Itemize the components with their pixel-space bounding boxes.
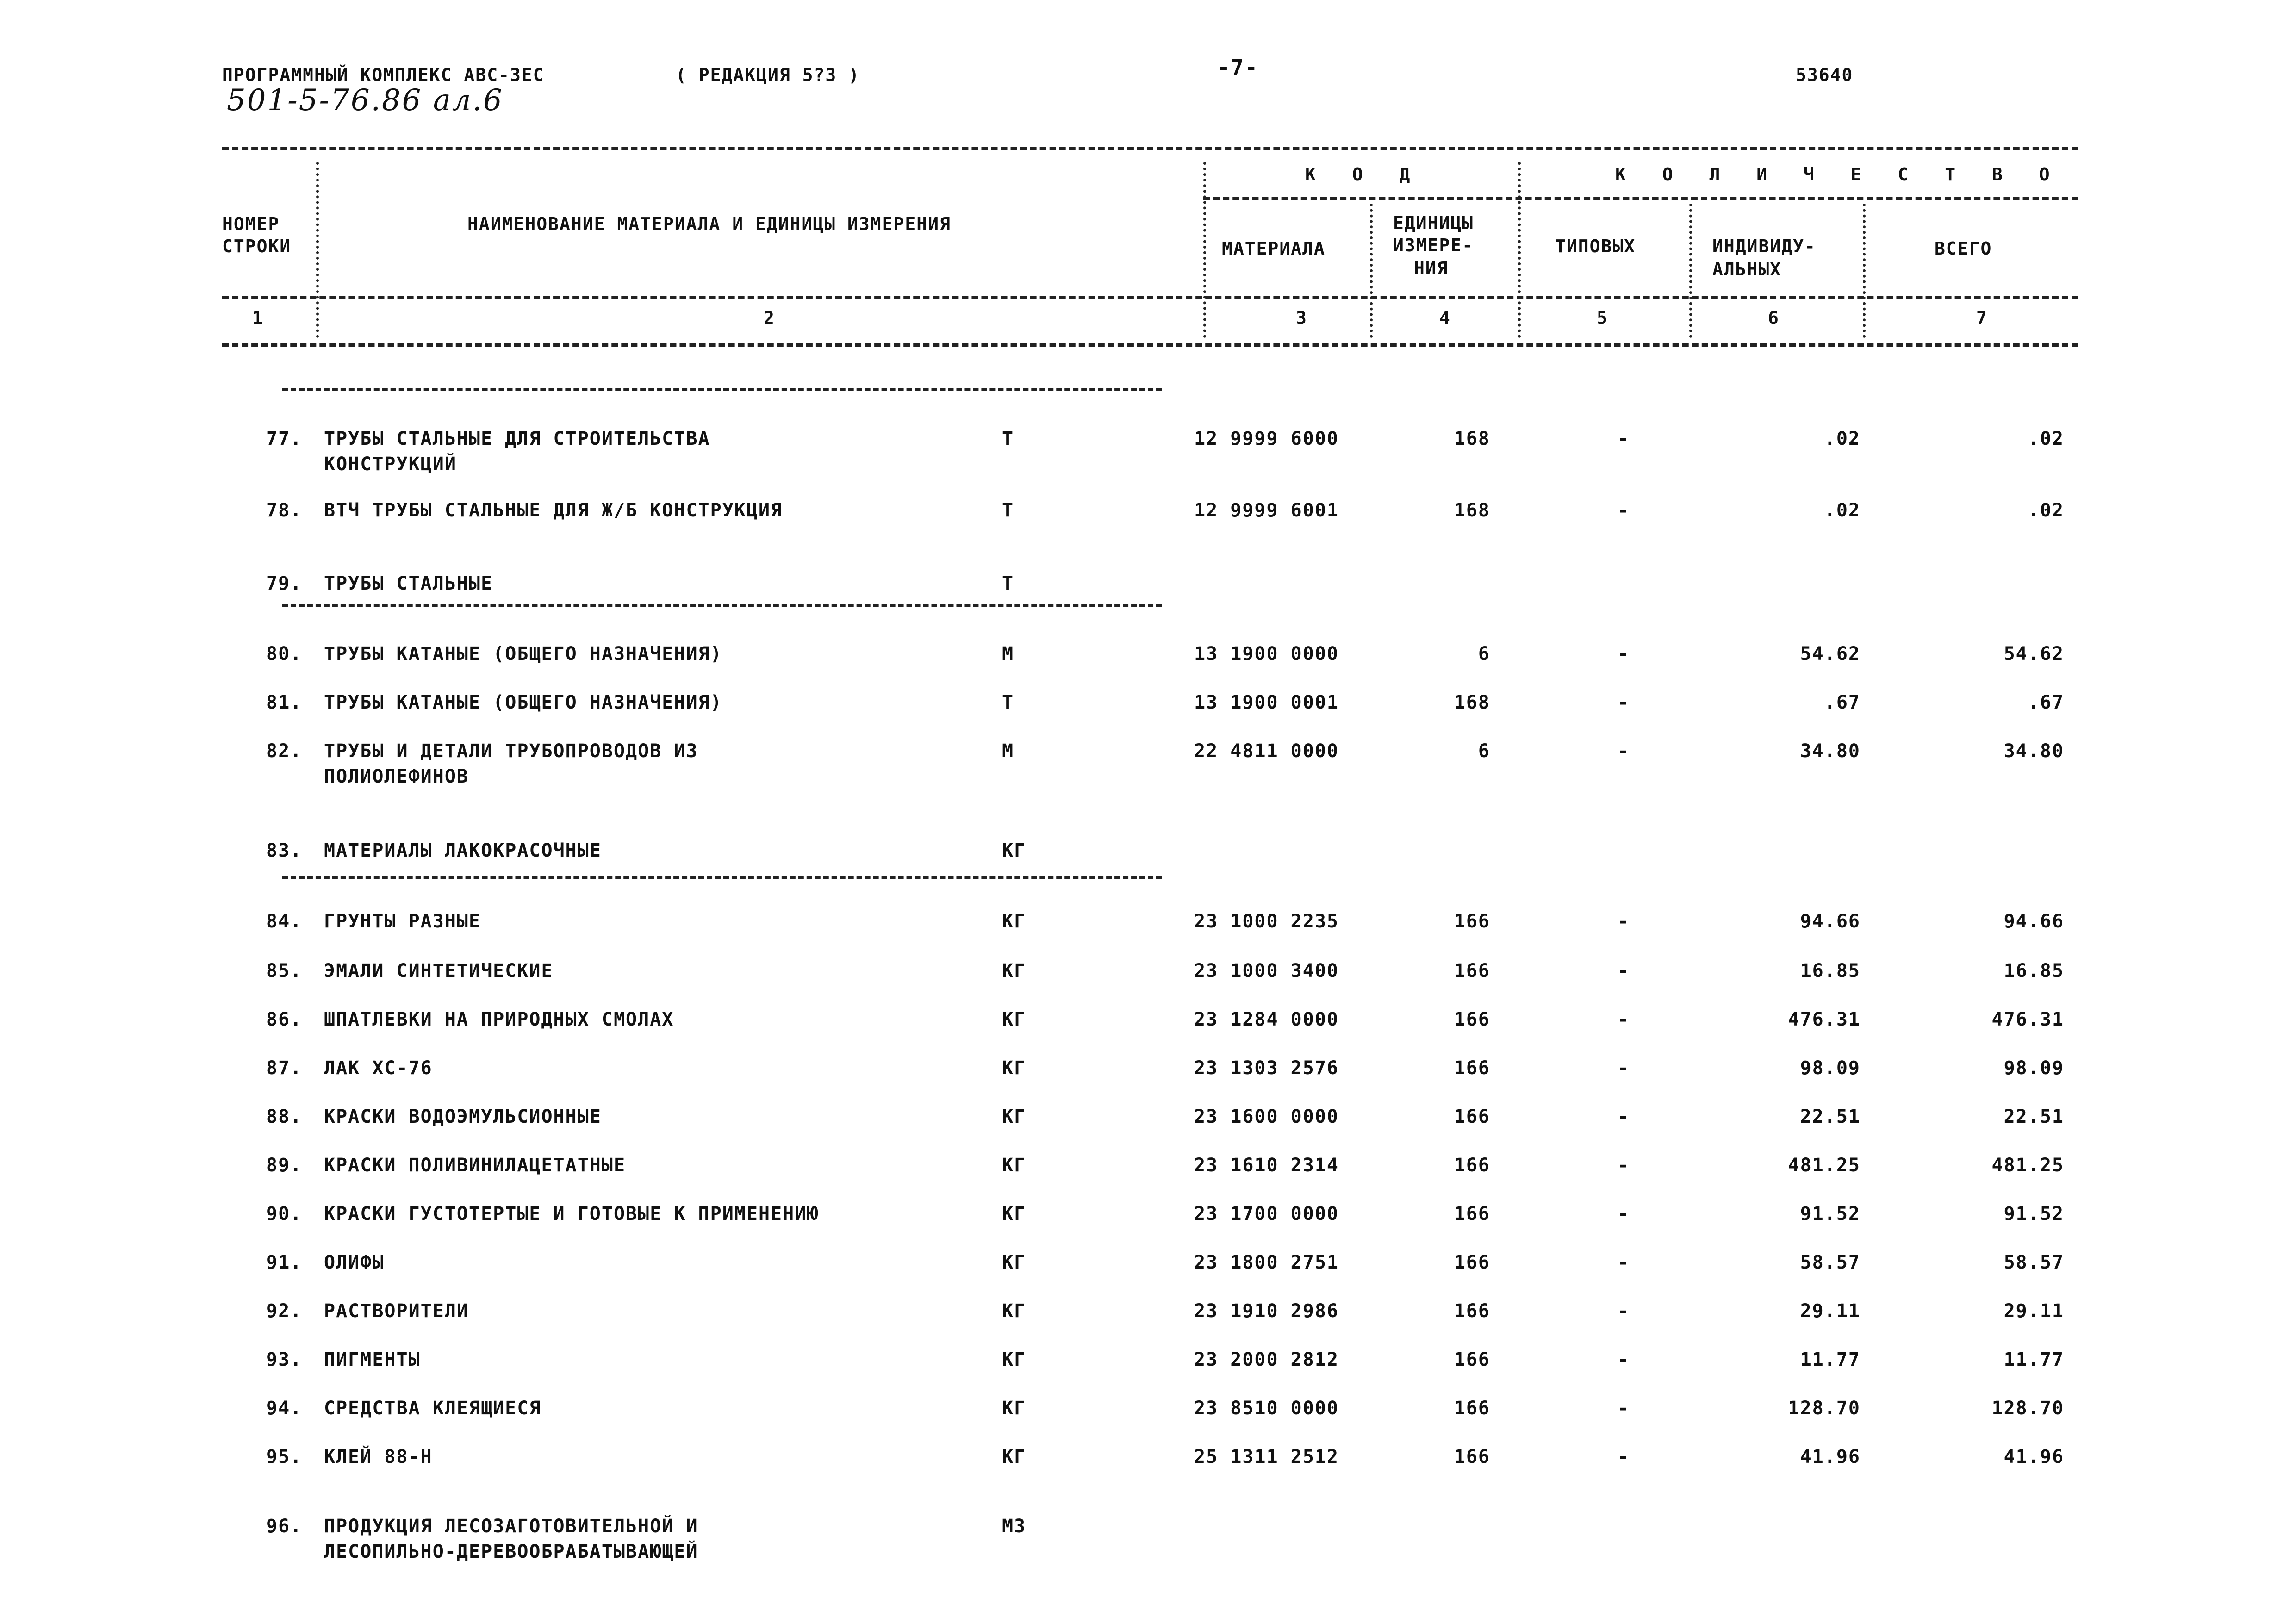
- material-name: СРЕДСТВА КЛЕЯЩИЕСЯ: [324, 1398, 541, 1419]
- unit-code: 166: [1454, 911, 1490, 932]
- unit: КГ: [1002, 840, 1027, 861]
- unit-code: 166: [1454, 1155, 1490, 1176]
- col-row-number-line2: СТРОКИ: [222, 236, 292, 256]
- material-name: ТРУБЫ КАТАНЫЕ (ОБЩЕГО НАЗНАЧЕНИЯ): [324, 692, 722, 713]
- unit: Т: [1002, 573, 1014, 594]
- col-number-1: 1: [252, 308, 264, 328]
- material-name: ГРУНТЫ РАЗНЫЕ: [324, 911, 481, 932]
- program-title: ПРОГРАММНЫЙ КОМПЛЕКС АВС-3ЕС: [222, 65, 545, 85]
- row-number: 93.: [266, 1349, 303, 1370]
- qty-total: .67: [2028, 692, 2064, 713]
- qty-total: .02: [2028, 500, 2064, 521]
- qty-typical: -: [1618, 1252, 1630, 1273]
- qty-total: 11.77: [2004, 1349, 2064, 1370]
- header-bottom-rule: [222, 296, 2078, 299]
- row-number: 77.: [266, 428, 303, 449]
- col-qty-individual-line1: ИНДИВИДУ-: [1712, 236, 1816, 256]
- row-number: 82.: [266, 740, 303, 762]
- row-number: 81.: [266, 692, 303, 713]
- col-number-4: 4: [1439, 308, 1451, 328]
- qty-individual: .02: [1824, 428, 1860, 449]
- material-code: 13 1900 0001: [1194, 692, 1339, 713]
- row-number: 80.: [266, 643, 303, 665]
- material-name: ТРУБЫ СТАЛЬНЫЕ: [324, 573, 493, 594]
- col-code-unit-line2: ИЗМЕРЕ-: [1393, 235, 1474, 255]
- qty-total: 41.96: [2004, 1446, 2064, 1468]
- qty-individual: 98.09: [1800, 1057, 1860, 1079]
- unit-code: 166: [1454, 1446, 1490, 1468]
- qty-typical: -: [1618, 1009, 1630, 1030]
- col-number-5: 5: [1597, 308, 1608, 328]
- row-number: 79.: [266, 573, 303, 594]
- material-name: КРАСКИ ВОДОЭМУЛЬСИОННЫЕ: [324, 1106, 602, 1127]
- row-number: 92.: [266, 1300, 303, 1322]
- unit: КГ: [1002, 1252, 1027, 1273]
- qty-typical: -: [1618, 1300, 1630, 1322]
- row-number: 94.: [266, 1398, 303, 1419]
- separator-6: [1863, 204, 1866, 338]
- row-number: 95.: [266, 1446, 303, 1468]
- material-code: 22 4811 0000: [1194, 740, 1339, 762]
- qty-individual: 481.25: [1788, 1155, 1860, 1176]
- qty-typical: -: [1618, 1155, 1630, 1176]
- numbers-bottom-rule: [222, 343, 2078, 347]
- col-quantity-group: К О Л И Ч Е С Т В О: [1615, 164, 2063, 185]
- unit-code: 166: [1454, 1349, 1490, 1370]
- col-number-3: 3: [1296, 308, 1307, 328]
- qty-total: 481.25: [1991, 1155, 2064, 1176]
- qty-individual: .02: [1824, 500, 1860, 521]
- unit: М: [1002, 740, 1014, 762]
- material-name: КЛЕЙ 88-Н: [324, 1446, 433, 1468]
- material-name: ВТЧ ТРУБЫ СТАЛЬНЫЕ ДЛЯ Ж/Б КОНСТРУКЦИЯ: [324, 500, 783, 521]
- material-name: ТРУБЫ И ДЕТАЛИ ТРУБОПРОВОДОВ ИЗ: [324, 740, 698, 762]
- qty-total: 476.31: [1991, 1009, 2064, 1030]
- col-qty-typical: ТИПОВЫХ: [1555, 236, 1636, 256]
- material-code: 25 1311 2512: [1194, 1446, 1339, 1468]
- unit-code: 166: [1454, 1106, 1490, 1127]
- unit: КГ: [1002, 1349, 1027, 1370]
- unit: КГ: [1002, 1203, 1027, 1225]
- qty-total: 29.11: [2004, 1300, 2064, 1322]
- qty-individual: 11.77: [1800, 1349, 1860, 1370]
- qty-individual: 94.66: [1800, 911, 1860, 932]
- page-number: -7-: [1217, 55, 1259, 80]
- material-name: КРАСКИ ПОЛИВИНИЛАЦЕТАТНЫЕ: [324, 1155, 626, 1176]
- material-code: 23 1600 0000: [1194, 1106, 1339, 1127]
- material-name: ОЛИФЫ: [324, 1252, 385, 1273]
- unit: Т: [1002, 428, 1014, 449]
- material-code: 23 1800 2751: [1194, 1252, 1339, 1273]
- unit: Т: [1002, 692, 1014, 713]
- table-top-rule: [222, 147, 2078, 150]
- qty-typical: -: [1618, 643, 1630, 665]
- qty-individual: 29.11: [1800, 1300, 1860, 1322]
- qty-individual: 41.96: [1800, 1446, 1860, 1468]
- qty-typical: -: [1618, 692, 1630, 713]
- qty-total: 98.09: [2004, 1057, 2064, 1079]
- material-name: РАСТВОРИТЕЛИ: [324, 1300, 469, 1322]
- qty-typical: -: [1618, 1203, 1630, 1225]
- qty-individual: 91.52: [1800, 1203, 1860, 1225]
- qty-typical: -: [1618, 911, 1630, 932]
- material-code: 23 1303 2576: [1194, 1057, 1339, 1079]
- col-code-unit-line1: ЕДИНИЦЫ: [1393, 213, 1474, 233]
- code-group-rule: [1203, 197, 2078, 200]
- unit: Т: [1002, 500, 1014, 521]
- material-code: 23 1284 0000: [1194, 1009, 1339, 1030]
- document-number: 53640: [1796, 65, 1854, 85]
- qty-total: 91.52: [2004, 1203, 2064, 1225]
- unit: КГ: [1002, 1009, 1027, 1030]
- qty-individual: 34.80: [1800, 740, 1860, 762]
- material-code: 13 1900 0000: [1194, 643, 1339, 665]
- material-name: ПИГМЕНТЫ: [324, 1349, 421, 1370]
- unit-code: 166: [1454, 1398, 1490, 1419]
- qty-individual: 128.70: [1788, 1398, 1860, 1419]
- qty-typical: -: [1618, 500, 1630, 521]
- qty-individual: .67: [1824, 692, 1860, 713]
- qty-typical: -: [1618, 1349, 1630, 1370]
- row-number: 78.: [266, 500, 303, 521]
- col-code-unit-line3: НИЯ: [1414, 258, 1449, 279]
- material-name-continued: ПОЛИОЛЕФИНОВ: [324, 766, 469, 787]
- unit-code: 168: [1454, 500, 1490, 521]
- group-rule-83: [282, 876, 1162, 879]
- unit-code: 166: [1454, 1252, 1490, 1273]
- qty-total: 34.80: [2004, 740, 2064, 762]
- qty-total: 128.70: [1991, 1398, 2064, 1419]
- qty-total: 94.66: [2004, 911, 2064, 932]
- material-name: ЭМАЛИ СИНТЕТИЧЕСКИЕ: [324, 960, 554, 982]
- material-code: 23 1000 2235: [1194, 911, 1339, 932]
- row-number: 89.: [266, 1155, 303, 1176]
- unit-code: 166: [1454, 960, 1490, 982]
- group-rule-79: [282, 604, 1162, 607]
- row-number: 84.: [266, 911, 303, 932]
- qty-total: 16.85: [2004, 960, 2064, 982]
- col-row-number-line1: НОМЕР: [222, 214, 280, 234]
- separator-2: [1203, 162, 1206, 338]
- unit: КГ: [1002, 1106, 1027, 1127]
- qty-typical: -: [1618, 1398, 1630, 1419]
- qty-individual: 22.51: [1800, 1106, 1860, 1127]
- unit: М: [1002, 643, 1014, 665]
- material-code: 23 8510 0000: [1194, 1398, 1339, 1419]
- col-number-7: 7: [1976, 308, 1988, 328]
- col-qty-total: ВСЕГО: [1935, 238, 1992, 259]
- qty-typical: -: [1618, 1446, 1630, 1468]
- material-name: ШПАТЛЕВКИ НА ПРИРОДНЫХ СМОЛАХ: [324, 1009, 674, 1030]
- material-code: 23 2000 2812: [1194, 1349, 1339, 1370]
- separator-5: [1689, 204, 1692, 338]
- col-code-material: МАТЕРИАЛА: [1222, 238, 1325, 259]
- qty-individual: 58.57: [1800, 1252, 1860, 1273]
- unit-code: 166: [1454, 1009, 1490, 1030]
- qty-individual: 16.85: [1800, 960, 1860, 982]
- row-number: 88.: [266, 1106, 303, 1127]
- unit: КГ: [1002, 1155, 1027, 1176]
- qty-individual: 54.62: [1800, 643, 1860, 665]
- unit: КГ: [1002, 1300, 1027, 1322]
- col-name: НАИМЕНОВАНИЕ МАТЕРИАЛА И ЕДИНИЦЫ ИЗМЕРЕНИЯ: [467, 214, 951, 234]
- unit-code: 166: [1454, 1057, 1490, 1079]
- unit: КГ: [1002, 1446, 1027, 1468]
- row-number: 83.: [266, 840, 303, 861]
- qty-total: .02: [2028, 428, 2064, 449]
- material-code: 23 1610 2314: [1194, 1155, 1339, 1176]
- row-number: 90.: [266, 1203, 303, 1225]
- material-code: 23 1910 2986: [1194, 1300, 1339, 1322]
- group-rule-top: [282, 388, 1162, 391]
- unit-code: 166: [1454, 1203, 1490, 1225]
- material-name-continued: КОНСТРУКЦИЙ: [324, 454, 457, 475]
- material-name-continued: ЛЕСОПИЛЬНО-ДЕРЕВООБРАБАТЫВАЮЩЕЙ: [324, 1541, 698, 1562]
- edition-label: ( РЕДАКЦИЯ 5?3 ): [676, 65, 860, 85]
- material-name: ТРУБЫ КАТАНЫЕ (ОБЩЕГО НАЗНАЧЕНИЯ): [324, 643, 722, 665]
- material-name: КРАСКИ ГУСТОТЕРТЫЕ И ГОТОВЫЕ К ПРИМЕНЕНИЮ: [324, 1203, 819, 1225]
- qty-typical: -: [1618, 1057, 1630, 1079]
- qty-total: 22.51: [2004, 1106, 2064, 1127]
- row-number: 85.: [266, 960, 303, 982]
- unit: КГ: [1002, 1398, 1027, 1419]
- unit-code: 6: [1478, 740, 1490, 762]
- qty-typical: -: [1618, 960, 1630, 982]
- col-code-group: К О Д: [1305, 164, 1423, 185]
- row-number: 87.: [266, 1057, 303, 1079]
- col-number-6: 6: [1768, 308, 1780, 328]
- material-name: МАТЕРИАЛЫ ЛАКОКРАСОЧНЫЕ: [324, 840, 602, 861]
- qty-individual: 476.31: [1788, 1009, 1860, 1030]
- material-name: ТРУБЫ СТАЛЬНЫЕ ДЛЯ СТРОИТЕЛЬСТВА: [324, 428, 710, 449]
- qty-typical: -: [1618, 740, 1630, 762]
- qty-typical: -: [1618, 428, 1630, 449]
- unit: КГ: [1002, 960, 1027, 982]
- unit-code: 168: [1454, 428, 1490, 449]
- col-number-2: 2: [764, 308, 775, 328]
- unit: М3: [1002, 1516, 1027, 1537]
- unit-code: 168: [1454, 692, 1490, 713]
- unit: КГ: [1002, 911, 1027, 932]
- row-number: 91.: [266, 1252, 303, 1273]
- qty-typical: -: [1618, 1106, 1630, 1127]
- separator-3: [1370, 204, 1373, 338]
- separator-1: [316, 162, 319, 338]
- material-code: 12 9999 6000: [1194, 428, 1339, 449]
- separator-4: [1518, 162, 1521, 338]
- unit: КГ: [1002, 1057, 1027, 1079]
- material-code: 12 9999 6001: [1194, 500, 1339, 521]
- material-name: ПРОДУКЦИЯ ЛЕСОЗАГОТОВИТЕЛЬНОЙ И: [324, 1516, 698, 1537]
- material-name: ЛАК ХС-76: [324, 1057, 433, 1079]
- col-qty-individual-line2: АЛЬНЫХ: [1712, 259, 1782, 280]
- unit-code: 6: [1478, 643, 1490, 665]
- row-number: 96.: [266, 1516, 303, 1537]
- qty-total: 58.57: [2004, 1252, 2064, 1273]
- material-code: 23 1700 0000: [1194, 1203, 1339, 1225]
- unit-code: 166: [1454, 1300, 1490, 1322]
- qty-total: 54.62: [2004, 643, 2064, 665]
- material-code: 23 1000 3400: [1194, 960, 1339, 982]
- handwritten-reference: 501-5-76.86 ал.6: [227, 83, 504, 118]
- row-number: 86.: [266, 1009, 303, 1030]
